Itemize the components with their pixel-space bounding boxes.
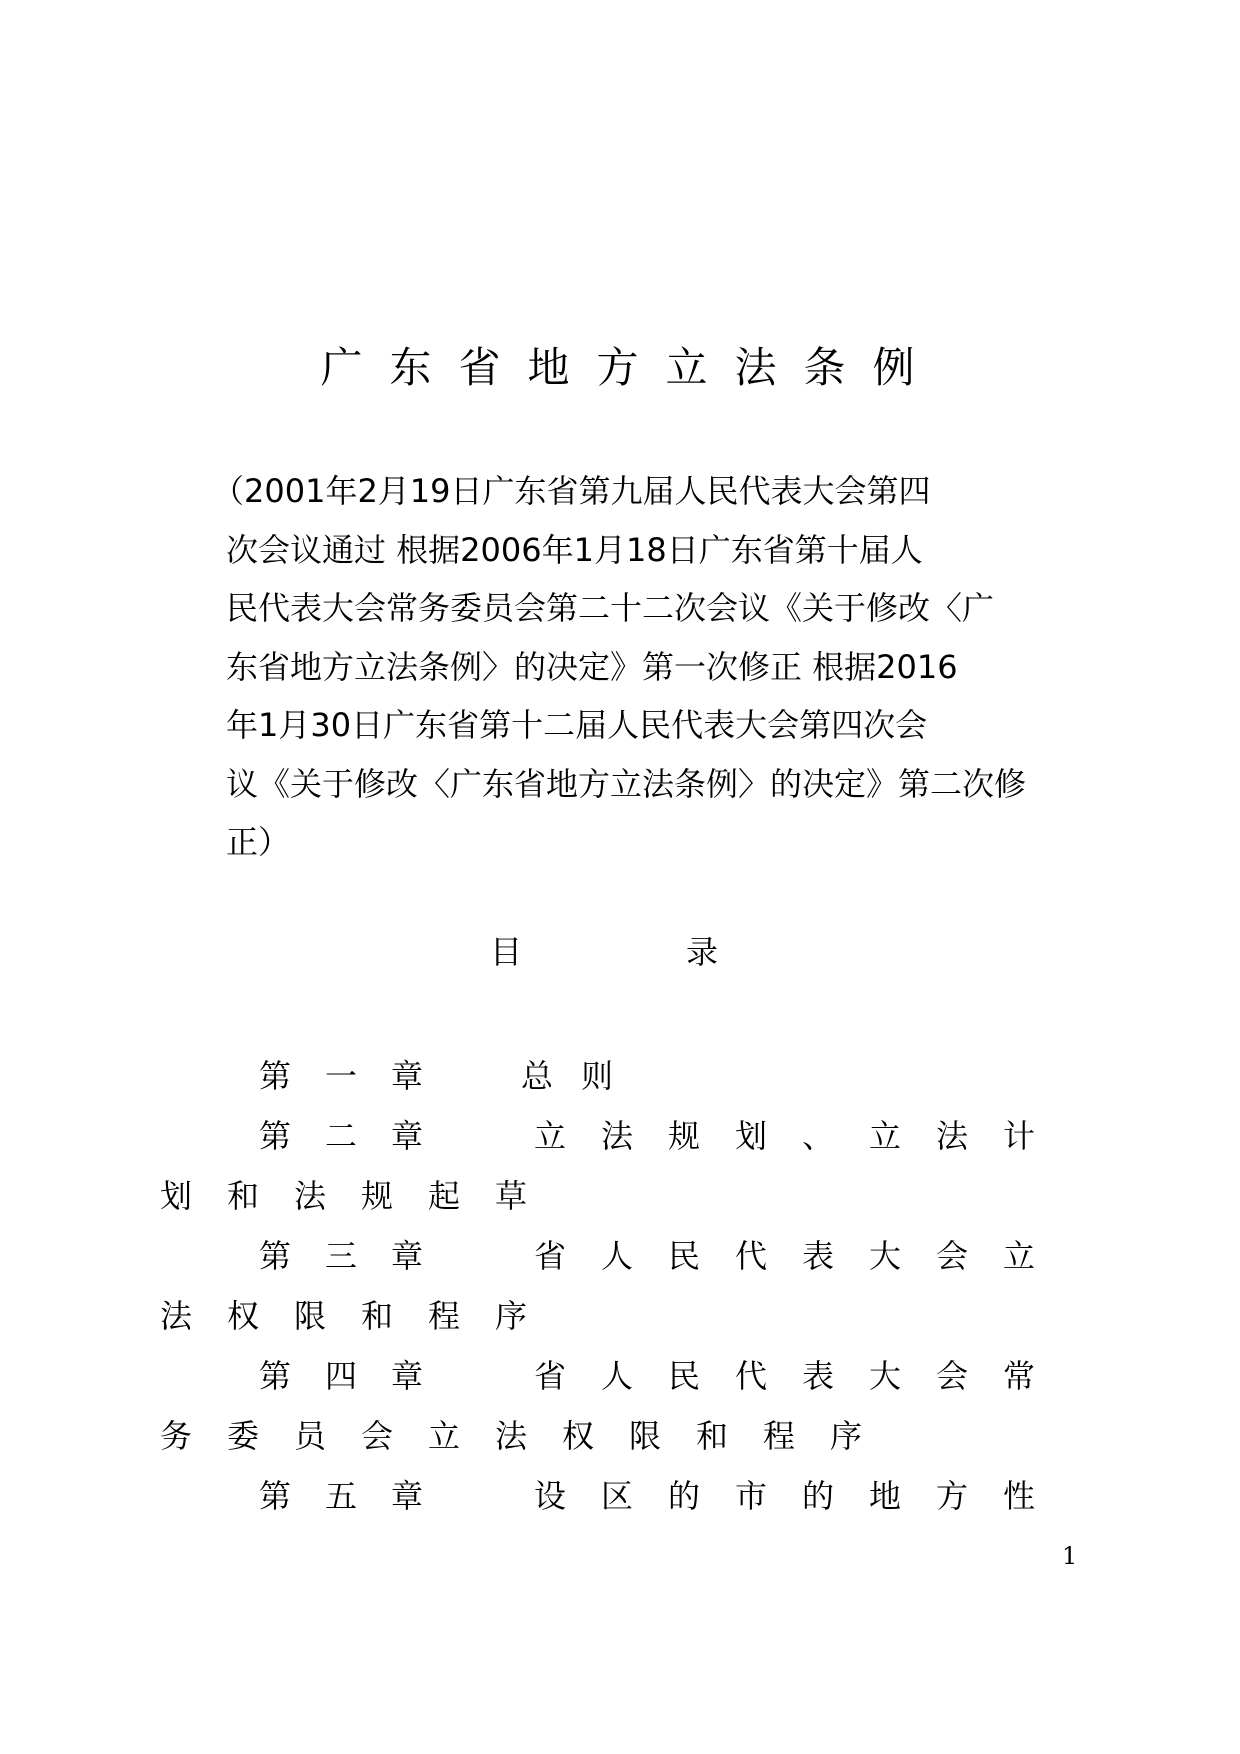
toc-entry-3-continuation [160, 1286, 1060, 1346]
toc-chapter-title: 省人民代表大会立 [534, 1237, 1071, 1275]
subtitle-line: （2001年2月19日广东省第九届人民代表大会第四 [212, 472, 931, 510]
subtitle-line: 议《关于修改〈广东省地方立法条例〉的决定》第二次修 [226, 764, 1027, 803]
subtitle-line: 次会议通过 根据2006年1月18日广东省第十届人 [226, 530, 923, 569]
toc-entry-2 [160, 1106, 1071, 1166]
toc-entry-5 [160, 1466, 1071, 1526]
document-subtitle [212, 462, 1027, 872]
toc-chapter-title: 设区的市的地方性 [534, 1477, 1071, 1515]
subtitle-line: 民代表大会常务委员会第二十二次会议《关于修改〈广 [226, 589, 995, 627]
toc-entry-4-continuation [160, 1406, 1060, 1466]
table-of-contents [160, 1046, 1071, 1526]
toc-chapter: 第二章 [259, 1117, 458, 1155]
toc-entry-4 [160, 1346, 1071, 1406]
toc-chapter-title-continuation: 务委员会立法权限和程序 [160, 1417, 898, 1455]
toc-chapter-title-continuation: 法权限和程序 [160, 1297, 563, 1335]
toc-chapter-title-continuation: 划和法规起草 [160, 1177, 563, 1215]
toc-chapter: 第三章 [259, 1237, 458, 1275]
document-title: 广东省地方立法条例 [320, 343, 942, 392]
subtitle-line: 正） [226, 823, 291, 861]
toc-heading-right: 录 [686, 933, 719, 971]
subtitle-line: 年1月30日广东省第十二届人民代表大会第四次会 [226, 706, 928, 744]
toc-entry-1 [160, 1046, 1060, 1106]
toc-entry-3 [160, 1226, 1071, 1286]
toc-chapter-title: 省人民代表大会常 [534, 1357, 1071, 1395]
toc-chapter: 第四章 [259, 1357, 458, 1395]
toc-chapter: 第一章 [259, 1057, 458, 1095]
toc-heading-left: 目 [490, 933, 523, 971]
toc-chapter-title: 总则 [521, 1057, 642, 1095]
page-number: 1 [1062, 1542, 1078, 1570]
toc-chapter: 第五章 [259, 1477, 458, 1515]
toc-chapter-title: 立法规划、立法计 [534, 1117, 1071, 1155]
toc-entry-2-continuation [160, 1166, 1060, 1226]
subtitle-line: 东省地方立法条例〉的决定》第一次修正 根据2016 [226, 647, 958, 686]
